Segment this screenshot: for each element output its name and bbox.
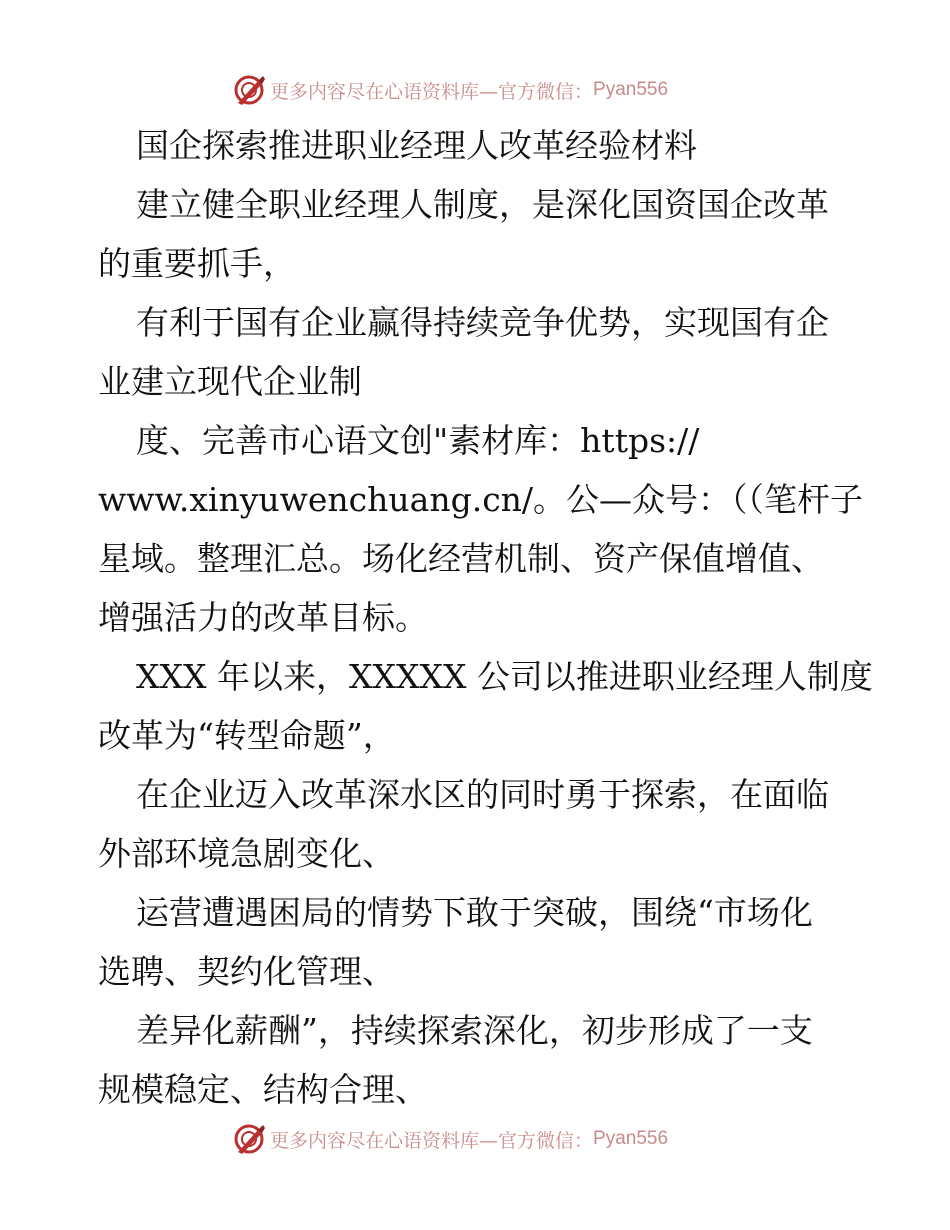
text-line: 建立健全职业经理人制度，是深化国资国企改革 [136,185,829,224]
text-line: 业建立现代企业制 [98,362,362,401]
pen-logo-icon [232,1122,266,1156]
text-line: 星域。整理汇总。场化经营机制、资产保值增值、 [98,539,824,578]
text-line: 在企业迈入改革深水区的同时勇于探索，在面临 [136,775,829,814]
banner-text: 更多内容尽在心语资料库—官方微信： [270,80,594,103]
banner-text: 更多内容尽在心语资料库—官方微信： [270,1129,594,1152]
text-line: 增强活力的改革目标。 [98,598,428,637]
text-line: 改革为“转型命题”， [98,716,396,755]
header-banner [232,72,668,108]
text-line: 有利于国有企业赢得持续竞争优势，实现国有企 [136,303,829,342]
banner-wechat-id: Pyan556 [593,79,669,100]
text-line: 外部环境急剧变化、 [98,834,395,873]
document-body [98,116,873,1119]
text-line: www.xinyuwenchuang.cn/。公—众号：（（笔杆子 [98,480,864,519]
text-line: 差异化薪酬”，持续探索深化，初步形成了一支 [136,1011,813,1050]
text-line: XXX 年以来，XXXXX 公司以推进职业经理人制度 [136,657,873,696]
text-line: 的重要抓手， [98,244,296,283]
pen-logo-icon [232,73,266,107]
footer-banner [232,1121,668,1157]
text-line: 运营遭遇困局的情势下敢于突破，围绕“市场化 [136,893,813,932]
banner-wechat-id: Pyan556 [593,1128,669,1149]
text-line: 度、完善市心语文创"素材库：https:// [136,421,700,460]
text-line: 选聘、契约化管理、 [98,952,395,991]
text-line: 规模稳定、结构合理、 [98,1070,428,1109]
document-title: 国企探索推进职业经理人改革经验材料 [136,126,697,165]
